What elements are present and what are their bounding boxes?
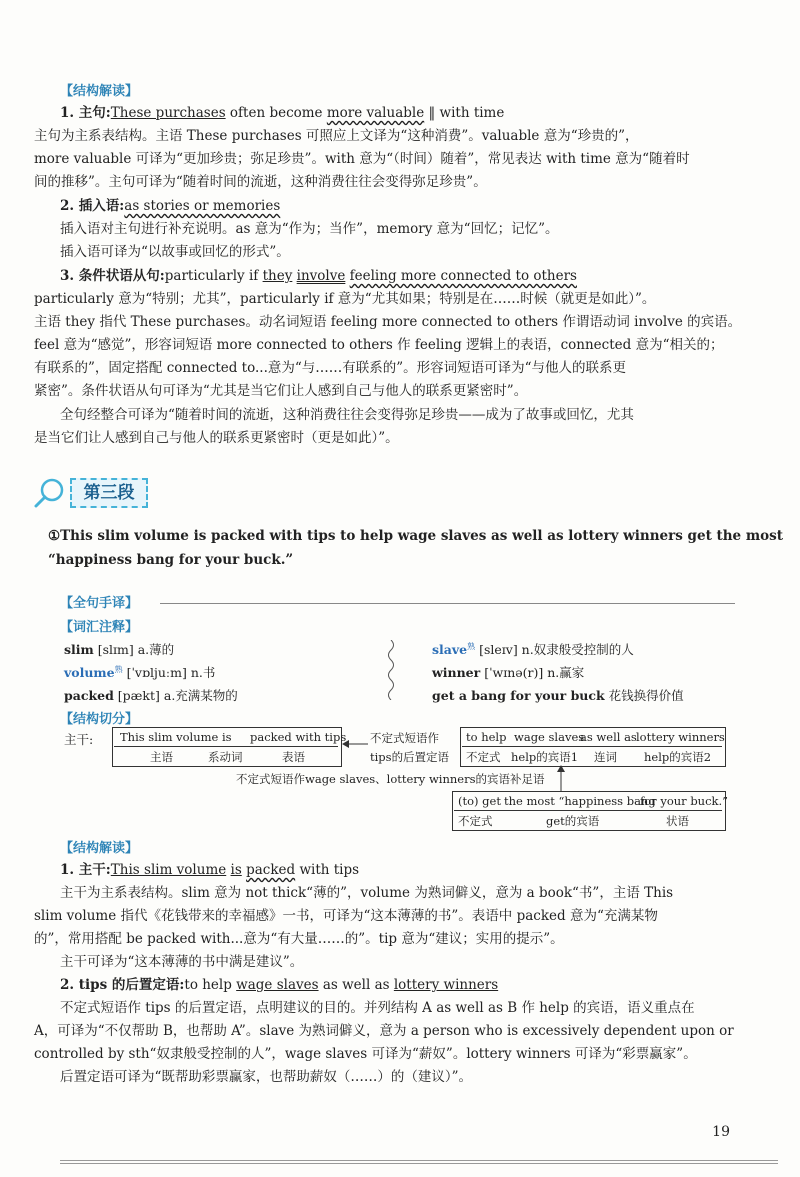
vocab-def: [sleɪv] n.奴隶般受控制的人 — [475, 642, 634, 657]
vocab-word: winner — [432, 665, 481, 680]
attr-lottery-winners: lottery winners — [636, 730, 725, 744]
object2-underlined: lottery winners — [393, 977, 499, 993]
vocab-def: [pækt] a.充满某物的 — [113, 688, 238, 703]
trunk-divider — [114, 746, 338, 747]
structure-reading-label: 【结构解读】 — [60, 84, 139, 99]
item1-heading: 1. 主句:These purchases often become more valuable ‖ with time — [60, 105, 505, 121]
s2-item2-heading: 2. tips 的后置定语:to help wage slaves as well as lottery winners — [60, 977, 499, 993]
predicative-wavy: more valuable — [326, 105, 425, 121]
para-line: more valuable 可译为“更加珍贵；弥足珍贵”。with 意为“（时间）随着”，常见表达 with time 意为“随着时 — [34, 151, 690, 167]
vocab-winner — [432, 663, 584, 681]
vocab-def: [ˈvɒljuːm] n.书 — [122, 665, 216, 680]
predicative-wavy: packed — [246, 862, 296, 878]
attr-role-4: help的宾语2 — [644, 750, 712, 764]
trunk-verb-role: 系动词 — [208, 750, 243, 764]
clause-verb: involve — [296, 268, 346, 284]
para-line: A，可译为“不仅帮助 B，也帮助 A”。slave 为熟词僻义，意为 a person who is excessively dependent upon or — [34, 1023, 734, 1039]
vocab-def: [slɪm] a.薄的 — [93, 642, 175, 657]
para-line: feel 意为“感觉”，形容词短语 more connected to others 作 feeling 逻辑上的表语，connected 意为“相关的； — [34, 337, 724, 353]
sentence-line-1: ①This slim volume is packed with tips to help wage slaves as well as lottery winners get the most — [48, 528, 783, 544]
para-line: 插入语对主句进行补充说明。as 意为“作为；当作”，memory 意为“回忆；记忆”。 — [60, 221, 559, 237]
arrow-left-icon — [342, 738, 368, 750]
sentence-line-2: “happiness bang for your buck.” — [48, 552, 294, 568]
item3-heading: 3. 条件状语从句:particularly if they involve feeling more connected to others — [60, 268, 577, 284]
item-title: 1. 主干 — [60, 862, 106, 878]
comp-object: the most “happiness bang — [504, 794, 656, 808]
subject-underlined: This slim volume — [110, 862, 227, 878]
para-line: slim volume 指代《花钱带来的幸福感》一书，可译为“这本薄薄的书”。表语中 packed 意为“充满某物 — [34, 908, 658, 924]
attr-as-well-as: as well as — [580, 730, 637, 744]
para-line: 有联系的”，固定搭配 connected to...意为“与……有联系的”。形容词短语可译为“与他人的联系更 — [34, 360, 627, 376]
attr-divider — [462, 746, 722, 747]
para-line: 间的推移”。主句可译为“随着时间的流逝，这种消费往往会变得弥足珍贵”。 — [34, 174, 487, 190]
vocab-def: 花钱换得价值 — [604, 688, 684, 703]
parenthesis-wavy: as stories or memories — [124, 198, 281, 214]
section-header — [32, 474, 172, 510]
comp-to-get: (to) get — [458, 794, 501, 808]
bottom-rule-2 — [60, 1163, 778, 1164]
para-line: 紧密”。条件状语从句可译为“尤其是当它们让人感到自己与他人的联系更紧密时”。 — [34, 383, 528, 399]
verb-underlined: is — [230, 862, 242, 878]
attr-role-3: 连词 — [594, 750, 617, 764]
vocab-def: [ˈwɪnə(r)] n.赢家 — [480, 665, 585, 680]
subject-underlined: These purchases — [110, 105, 226, 121]
page-number: 19 — [712, 1124, 730, 1140]
trunk-verb: is — [222, 730, 232, 744]
clause-text: particularly if — [164, 268, 263, 284]
attr-role-1: 不定式 — [466, 750, 501, 764]
vocab-packed — [64, 686, 238, 704]
item-title: 2. tips 的后置定语 — [60, 977, 180, 993]
para-line: 后置定语可译为“既帮助彩票赢家，也帮助薪奴（……）的（建议）”。 — [60, 1069, 473, 1085]
item2-heading: 2. 插入语:as stories or memories — [60, 198, 281, 214]
heading-text: to help — [184, 977, 237, 993]
vocab-label: 【词汇注释】 — [60, 620, 139, 635]
para-line: controlled by sth“奴隶般受控制的人”，wage slaves 可译为“薪奴”。lottery winners 可译为“彩票赢家”。 — [34, 1046, 697, 1062]
vocab-word: slim — [64, 642, 94, 657]
para-line: 插入语可译为“以故事或回忆的形式”。 — [60, 244, 290, 260]
divider-squiggle — [385, 640, 397, 700]
attr-to-help: to help — [466, 730, 507, 744]
translation-blank-line — [160, 603, 735, 604]
para-line: 主句为主系表结构。主语 These purchases 可照应上文译为“这种消费”。valuable 意为“珍贵的”， — [34, 128, 639, 144]
para-line: 主语 they 指代 These purchases。动名词短语 feeling more connected to others 作谓语动词 involve 的宾语。 — [34, 314, 742, 330]
attr-role-2: help的宾语1 — [511, 750, 579, 764]
vocab-word: get a bang for your buck — [432, 688, 605, 703]
section-title: 第三段 — [70, 478, 148, 508]
vocab-slave — [432, 640, 634, 658]
para-line: 主干为主系表结构。slim 意为 not thick“薄的”，volume 为熟词僻义，意为 a book“书”，主语 This — [60, 885, 674, 901]
familiar-mark: 熟 — [114, 664, 123, 674]
arrow-up-icon — [555, 765, 567, 791]
trunk-subject-role: 主语 — [150, 750, 173, 764]
item1-title: 1. 主句 — [60, 105, 106, 121]
vocab-word: slave — [432, 642, 468, 657]
comp-adverbial: for your buck.” — [640, 794, 729, 808]
adverbial-text: ‖ with time — [424, 105, 505, 121]
trunk-label: 主干: — [64, 732, 94, 747]
inf-attr-label-2: tips的后置定语 — [370, 750, 450, 764]
inf-attr-label: 不定式短语作 — [370, 731, 439, 745]
vocab-volume — [64, 663, 215, 681]
object1-underlined: wage slaves — [236, 977, 319, 993]
rest-text: with tips — [295, 862, 360, 878]
magnifier-icon — [32, 476, 68, 512]
clause-object: feeling more connected to others — [349, 268, 577, 284]
complement-note: 不定式短语作wage slaves、lottery winners的宾语补足语 — [236, 772, 545, 786]
vocab-word: packed — [64, 688, 114, 703]
vocab-bang — [432, 686, 684, 704]
item2-title: 2. 插入语 — [60, 198, 120, 214]
s2-item1-heading: 1. 主干:This slim volume is packed with tips — [60, 862, 360, 878]
heading-text: as well as — [318, 977, 394, 993]
analysis-label: 【结构切分】 — [60, 712, 139, 727]
trunk-pred-role: 表语 — [282, 750, 305, 764]
para-line: 是当它们让人感到自己与他人的联系更紧密时（更是如此）”。 — [34, 430, 399, 446]
para-line: 全句经整合可译为“随着时间的流逝，这种消费往往会变得弥足珍贵——成为了故事或回忆，尤其 — [60, 407, 634, 423]
trunk-predicative: packed with tips — [250, 730, 347, 744]
comp-role-2: get的宾语 — [546, 814, 600, 828]
bottom-rule — [60, 1160, 778, 1161]
comp-role-1: 不定式 — [458, 814, 493, 828]
familiar-mark: 熟 — [467, 641, 476, 651]
vocab-slim — [64, 640, 174, 658]
structure-reading-label-2: 【结构解读】 — [60, 841, 139, 856]
para-line: 主干可译为“这本薄薄的书中满是建议”。 — [60, 954, 304, 970]
attr-wage-slaves: wage slaves — [514, 730, 585, 744]
trunk-subject: This slim volume — [120, 730, 219, 744]
verb-text: often become — [225, 105, 327, 121]
vocab-word: volume — [64, 665, 115, 680]
para-line: 不定式短语作 tips 的后置定语，点明建议的目的。并列结构 A as well as B 作 help 的宾语，语义重点在 — [60, 1000, 695, 1016]
para-line: particularly 意为“特别；尤其”，particularly if 意为“尤其如果；特别是在……时候（就更是如此）”。 — [34, 291, 656, 307]
item3-title: 3. 条件状语从句 — [60, 268, 160, 284]
clause-subject: they — [262, 268, 293, 284]
comp-role-3: 状语 — [666, 814, 689, 828]
para-line: 的”，常用搭配 be packed with...意为“有大量……的”。tip 意为“建议；实用的提示”。 — [34, 931, 564, 947]
translation-label: 【全句手译】 — [60, 596, 139, 611]
comp-divider — [454, 810, 722, 811]
